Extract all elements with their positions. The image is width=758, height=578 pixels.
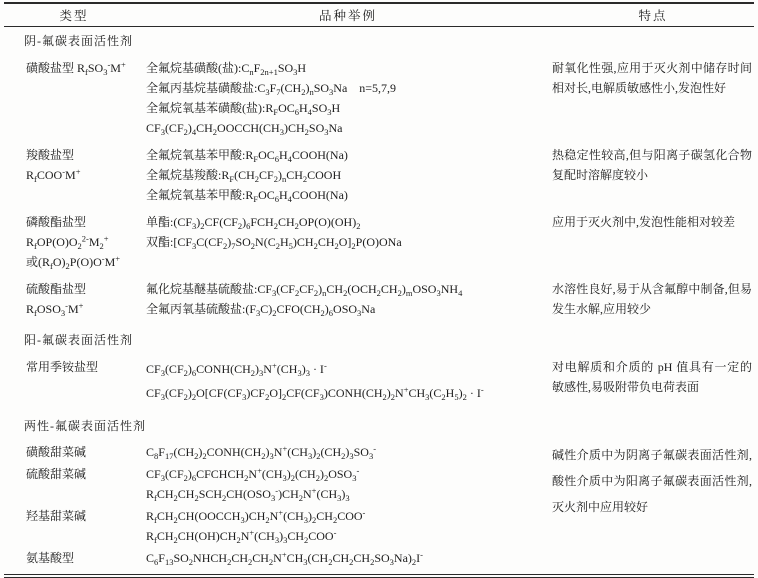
formula-line: $R_fCH_2CH(OH)CH_2N^+(CH_3)_3CH_2COO^-$ (146, 527, 337, 545)
table-row-sulfate-ester (4, 279, 754, 319)
formula-line: $R_fCH_2CH_2SCH_2CH(OSO_3^-)CH_2N^+(CH_3)_3$ (146, 485, 350, 503)
formula-line: 全氟烷基磺酸(盐)$:C_nF_{2n+1}SO_3H$ (146, 61, 307, 77)
header-col-features: 特点 (638, 9, 668, 23)
formula-line: 双酯$:[CF_3C(CF_2)_7SO_2N(C_2H_5)CH_2CH_2O]_2P(O)ONa$ (146, 235, 402, 251)
formula-line: $R_fCH_2CH(OOCCH_3)CH_2N^+(CH_3)_2CH_2COO^-$ (146, 507, 366, 525)
features-cell: 水溶性良好,易于从含氟醇中制备,但易发生水解,应用较少 (552, 282, 752, 316)
formula-line: $CF_3(CF_2)_6CFCHCH_2N^+(CH_3)_2(CH_2)_2OSO_3^-$ (146, 465, 360, 483)
examples-cell (140, 357, 552, 405)
type-cell (4, 357, 140, 405)
examples-cell (140, 145, 552, 205)
type-cell (4, 212, 140, 272)
formula-line: $CF_3(CF_2)_4CH_2OOCCH(CH_3)CH_2SO_3Na$ (146, 121, 343, 137)
formula-line: $CF_3(CF_2)_6CONH(CH_2)_3N^+(CH_3)_3 \cdot I^-$ (146, 360, 327, 378)
type-label: 硫酸酯盐型 (26, 282, 87, 296)
examples-cell (140, 464, 552, 506)
table-bottom-rule (4, 574, 754, 578)
formula-line: 全氟烷氧基苯甲酸$:R_FOC_6H_4COOH(Na)$ (146, 188, 348, 204)
formula-line: $C_8F_{17}(CH_2)_2CONH(CH_2)_3N^+(CH_3)_2(CH_2)_3SO_3^-$ (146, 443, 377, 461)
header-col-examples: 品种举例 (318, 9, 377, 23)
section-title-amphoteric: 两性-氟碳表面活性剂 (24, 419, 146, 433)
type-cell (4, 58, 140, 138)
table-row-carboxylate (4, 145, 754, 205)
table-row-phosphate (4, 212, 754, 272)
formula-line: $C_6F_{13}SO_2NHCH_2CH_2CH_2N^+CH_3(CH_2CH_2CH_2SO_3Na)_2I^-$ (146, 549, 423, 567)
examples-cell (140, 506, 552, 548)
formula-line: 氟化烷基醚基硫酸盐$:CF_3(CF_2CF_2)_nCH_2(OCH_2CH_2)_mOSO_3NH_4$ (146, 282, 463, 298)
type-label: 常用季铵盐型 (26, 360, 99, 374)
formula-line: 全氟烷氧基苯磺酸(盐)$:R_FOC_6H_4SO_3H$ (146, 101, 341, 117)
table-row-sulfonate (4, 58, 754, 138)
type-label: 氨基酸型 (26, 551, 75, 565)
formula-line: 全氟烷基羧酸$:R_F(CH_2CF_2)_nCH_2COOH$ (146, 168, 342, 184)
formula-line: $CF_3(CF_2)_2O[CF(CF_3)CF_2O]_2CF(CF_3)CONH(CH_2)_2N^+CH_3(C_2H_5)_2 \cdot I^-$ (146, 384, 484, 402)
features-cell: 对电解质和介质的 pH 值具有一定的敏感性,易吸附带负电荷表面 (552, 360, 752, 394)
features-cell: 热稳定性较高,但与阳离子碳氢化合物复配时溶解度较小 (552, 148, 752, 182)
examples-cell (140, 279, 552, 319)
type-formula: 或$(R_fO)_2P(O)O^-M^+$ (26, 253, 121, 271)
surfactant-table (4, 2, 754, 578)
formula-line: 全氟丙基烷基磺酸盐$:C_3F_7(CH_2)_nSO_3Na$ n=5,7,9 (146, 81, 397, 97)
features-cell: 耐氧化性强,应用于灭火剂中储存时间相对长,电解质敏感性小,发泡性好 (552, 61, 752, 95)
table-header-row (4, 4, 754, 27)
type-label: 硫酸甜菜碱 (26, 467, 87, 481)
examples-cell (140, 548, 552, 570)
examples-cell (140, 442, 552, 464)
features-cell: 应用于灭火剂中,发泡性能相对较差 (552, 215, 736, 229)
type-formula: $R_fOP(O)O_2^{2-}M_2^+$ (26, 233, 109, 251)
table-row-quaternary-ammonium (4, 357, 754, 405)
type-label: 羟基甜菜碱 (26, 509, 87, 523)
formula-line: 全氟丙氧基硫酸盐$:(F_3C)_2CFO(CH_2)_6OSO_3Na$ (146, 302, 376, 318)
type-cell (4, 279, 140, 319)
examples-cell (140, 58, 552, 138)
type-cell (4, 145, 140, 205)
type-label: 磺酸盐型 $R_fSO_3^-M^+$ (26, 59, 126, 77)
type-label: 磷酸酯盐型 (26, 215, 87, 229)
features-cell-shared: 碱性介质中为阴离子氟碳表面活性剂,酸性介质中为阳离子氟碳表面活性剂,灭火剂中应用较好 (552, 448, 752, 514)
formula-line: 单酯$:(CF_3)_2CF(CF_2)_6FCH_2CH_2OP(O)(OH)_2$ (146, 215, 361, 231)
type-formula: $R_fCOO^-M^+$ (26, 166, 81, 184)
type-formula: $R_fOSO_3^-M^+$ (26, 300, 84, 318)
examples-cell (140, 212, 552, 272)
amphoteric-rows (4, 442, 754, 570)
header-col-type: 类型 (59, 9, 89, 23)
section-title-anionic: 阴-氟碳表面活性剂 (24, 34, 133, 48)
type-label: 磺酸甜菜碱 (26, 445, 87, 459)
formula-line: 全氟烷氧基苯甲酸$:R_FOC_6H_4COOH(Na)$ (146, 148, 348, 164)
type-label: 羧酸盐型 (26, 148, 75, 162)
section-title-cationic: 阳-氟碳表面活性剂 (24, 333, 133, 347)
